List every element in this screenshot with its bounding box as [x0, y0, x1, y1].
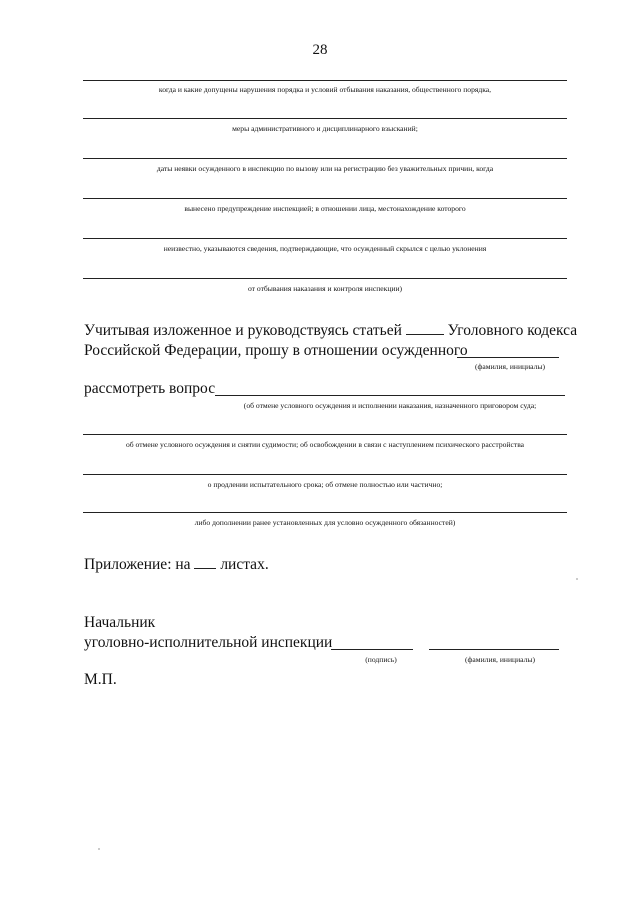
- form-line: [83, 474, 567, 475]
- stamp-place: М.П.: [84, 671, 117, 688]
- field-caption: даты неявки осужденного в инспекцию по вызову или на регистрацию без уважительных причин, когда: [156, 164, 494, 173]
- scan-artifact: [576, 578, 578, 580]
- article-number-field[interactable]: [406, 333, 444, 335]
- form-line: [83, 158, 567, 159]
- request-text: Российской Федерации, прошу в отношении осужденного: [84, 342, 468, 359]
- request-text: рассмотреть вопрос: [84, 380, 216, 397]
- field-caption: когда и какие допущены нарушения порядка и условий отбывания наказания, общественного порядка,: [158, 85, 492, 94]
- attachment-line: [84, 557, 269, 573]
- field-caption: вынесено предупреждение инспекцией; в отношении лица, местонахождение которого: [184, 204, 466, 213]
- signatory-title: Начальник: [84, 614, 156, 631]
- field-caption: от отбывания наказания и контроля инспекции): [247, 284, 403, 293]
- field-caption: (фамилия, инициалы): [464, 655, 535, 664]
- form-line: [83, 512, 567, 513]
- signatory-name-field[interactable]: [429, 649, 559, 650]
- form-line: [83, 238, 567, 239]
- form-line: [83, 278, 567, 279]
- request-text: Учитывая изложенное и руководствуясь статьей: [84, 322, 402, 339]
- request-text: Уголовного кодекса: [447, 322, 578, 339]
- request-line-2: [84, 343, 468, 359]
- attachment-text: листах.: [220, 556, 269, 573]
- request-line-1: [84, 323, 577, 339]
- question-field[interactable]: [215, 395, 565, 396]
- attachment-text: Приложение: на: [84, 556, 191, 573]
- page-number: 28: [312, 42, 328, 58]
- field-caption: либо дополнении ранее установленных для условно осужденного обязанностей): [194, 518, 456, 527]
- request-line-3: [84, 381, 215, 397]
- form-line: [83, 80, 567, 81]
- field-caption: (подпись): [365, 655, 397, 664]
- field-caption: (об отмене условного осуждения и исполнении наказания, назначенного приговором суда;: [243, 401, 537, 410]
- field-caption: неизвестно, указываются сведения, подтверждающие, что осужденный скрылся с целью уклонения: [163, 244, 487, 253]
- field-caption: (фамилия, инициалы): [474, 362, 545, 371]
- field-caption: меры административного и дисциплинарного взысканий;: [232, 124, 418, 133]
- form-line: [83, 198, 567, 199]
- form-line: [83, 434, 567, 435]
- signature-field[interactable]: [331, 649, 413, 650]
- field-caption: о продлении испытательного срока; об отмене полностью или частично;: [207, 480, 443, 489]
- sheet-count-field[interactable]: [194, 567, 216, 569]
- field-caption: об отмене условного осуждения и снятии судимости; об освобождении в связи с наступлением психического расстройства: [125, 440, 525, 449]
- convict-name-field[interactable]: [457, 357, 559, 358]
- scan-artifact: [98, 848, 100, 850]
- form-line: [83, 118, 567, 119]
- signatory-title: уголовно-исполнительной инспекции: [84, 634, 333, 651]
